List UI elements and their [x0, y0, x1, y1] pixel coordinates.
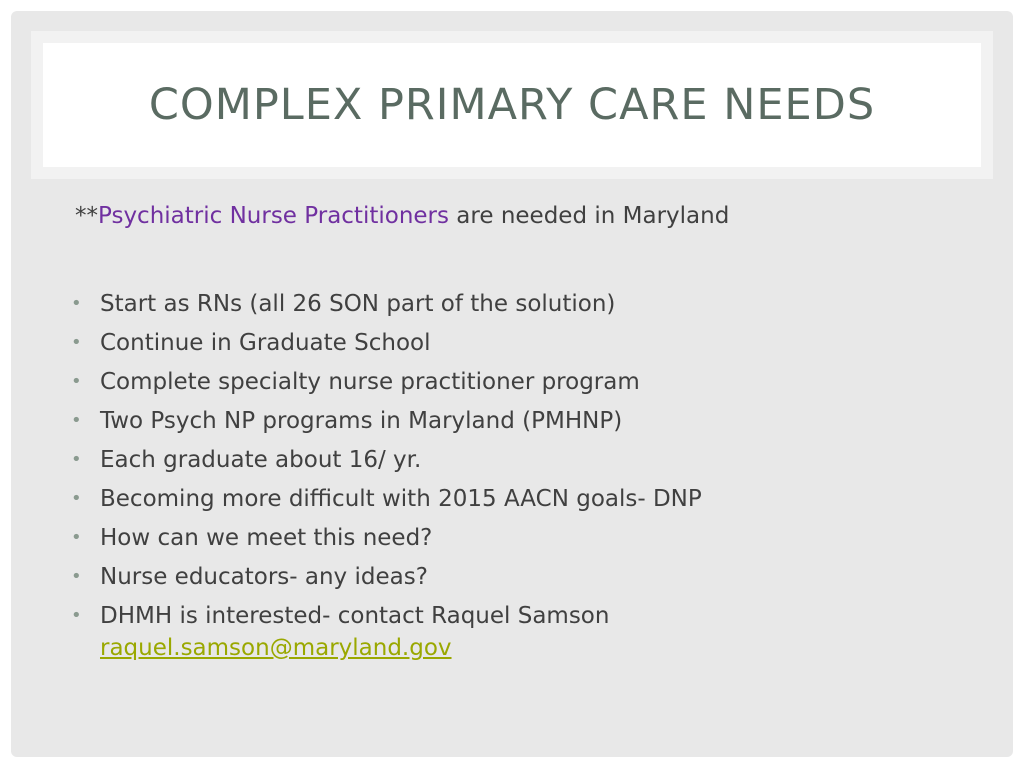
- bullet-item: [71, 288, 702, 327]
- intro-line: [75, 203, 729, 229]
- bullet-icon: •: [71, 371, 82, 392]
- bullet-item: [71, 561, 702, 600]
- bullet-item: [71, 327, 702, 366]
- slide-title: COMPLEX PRIMARY CARE NEEDS: [148, 80, 876, 130]
- bullet-icon: •: [71, 332, 82, 353]
- bullet-icon: •: [71, 410, 82, 431]
- bullet-text: Start as RNs (all 26 SON part of the solution): [100, 291, 616, 317]
- bullet-item: [71, 444, 702, 483]
- bullet-icon: •: [71, 566, 82, 587]
- intro-prefix: **: [75, 203, 98, 229]
- email-link[interactable]: raquel.samson@maryland.gov: [100, 635, 452, 661]
- bullet-icon: •: [71, 449, 82, 470]
- bullet-text: Becoming more difficult with 2015 AACN goals- DNP: [100, 486, 702, 512]
- bullet-icon: •: [71, 488, 82, 509]
- bullet-text: Nurse educators- any ideas?: [100, 564, 428, 590]
- bullet-icon: •: [71, 605, 82, 626]
- bullet-item-contact: [71, 600, 702, 664]
- bullet-icon: •: [71, 527, 82, 548]
- title-frame: [31, 31, 993, 179]
- bullet-item: [71, 483, 702, 522]
- bullet-item: [71, 522, 702, 561]
- bullet-text: How can we meet this need?: [100, 525, 433, 551]
- bullet-text: DHMH is interested- contact Raquel Samson: [100, 603, 610, 629]
- bullet-text: Two Psych NP programs in Maryland (PMHNP): [100, 408, 623, 434]
- intro-highlight: Psychiatric Nurse Practitioners: [98, 203, 449, 229]
- bullet-icon: •: [71, 293, 82, 314]
- bullet-item: [71, 366, 702, 405]
- bullet-text: Each graduate about 16/ yr.: [100, 447, 422, 473]
- intro-suffix: are needed in Maryland: [449, 203, 730, 229]
- bullet-item: [71, 405, 702, 444]
- bullet-text: Continue in Graduate School: [100, 330, 431, 356]
- slide: [11, 11, 1013, 757]
- bullet-list: [71, 288, 702, 664]
- title-panel: [43, 43, 981, 167]
- bullet-text: Complete specialty nurse practitioner program: [100, 369, 640, 395]
